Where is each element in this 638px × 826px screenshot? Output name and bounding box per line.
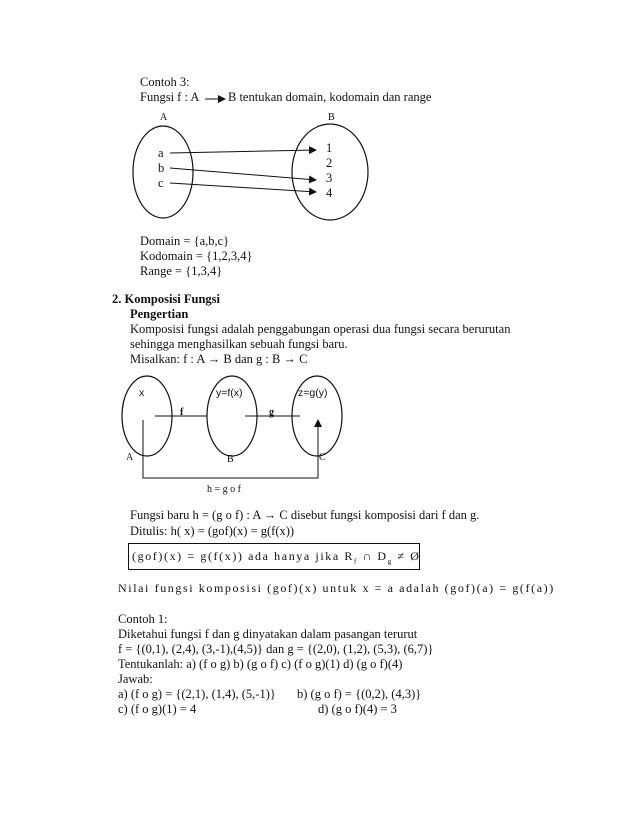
h-arrow <box>143 420 318 478</box>
example1-line: Tentukanlah: a) (f o g) b) (g o f) c) (f o g)(1) d) (g o f)(4) <box>118 657 403 671</box>
b-label: B <box>227 454 234 465</box>
condition-formula: (gof)(x) = g(f(x)) ada hanya jika $R_f$ ∩ $D_g$ ≠ Ø <box>132 549 421 566</box>
answer-d: d) (g o f)(4) = 3 <box>318 702 397 716</box>
example1-line: f = {(0,1), (2,4), (3,-1),(4,5)} dan g = {(2,0), (1,2), (5,3), (6,7)} <box>118 642 434 656</box>
mapping-arrow-b-3 <box>170 168 316 180</box>
answer-b: b) (g o f) = {(0,2), (4,3)} <box>297 687 422 701</box>
g-label: g <box>269 407 274 418</box>
ditulis-line: Ditulis: h( x) = (gof)(x) = g(f(x)) <box>130 524 295 538</box>
example3-title: Contoh 3: <box>140 75 190 89</box>
set-b-label: B <box>328 112 335 123</box>
set-a-ellipse <box>133 126 193 218</box>
set-b-item: 3 <box>326 171 333 185</box>
section-heading: 2. Komposisi Fungsi <box>112 292 221 306</box>
domain-line: Domain = {a,b,c} <box>140 234 230 248</box>
composition-line: Fungsi baru h = (g o f) : A → C disebut fungsi komposisi dari f dan g. <box>130 508 480 522</box>
set-b-item: 1 <box>326 141 333 155</box>
set-a-label: A <box>160 112 168 123</box>
set-a-item: c <box>158 176 164 190</box>
c-label: C <box>319 452 326 463</box>
section-subheading: Pengertian <box>130 307 189 321</box>
set-b-item: 4 <box>326 186 333 200</box>
mapping-arrow-a-1 <box>170 150 316 153</box>
a-label: A <box>126 452 134 463</box>
h-label: h = g o f <box>207 484 241 495</box>
set-b-item: 2 <box>326 156 333 170</box>
z-label: z=g(y) <box>298 387 328 399</box>
f-label: f <box>180 407 184 418</box>
answer-c: c) (f o g)(1) = 4 <box>118 702 197 716</box>
example3-statement-post: B tentukan domain, kodomain dan range <box>228 90 432 104</box>
jawab-label: Jawab: <box>118 672 153 686</box>
answer-a: a) (f o g) = {(2,1), (1,4), (5,-1)} <box>118 687 276 701</box>
range-line: Range = {1,3,4} <box>140 264 223 278</box>
example1-line: Diketahui fungsi f dan g dinyatakan dalam pasangan terurut <box>118 627 418 641</box>
kodomain-line: Kodomain = {1,2,3,4} <box>140 249 253 263</box>
definition-line: Komposisi fungsi adalah penggabungan operasi dua fungsi secara berurutan <box>130 322 511 336</box>
y-label: y=f(x) <box>216 387 243 399</box>
example3-statement-pre: Fungsi f : A <box>140 90 200 104</box>
set-a-item: a <box>158 146 164 160</box>
misalkan-line: Misalkan: f : A → B dan g : B → C <box>130 352 308 366</box>
set-b-ellipse <box>292 124 368 220</box>
nilai-line: Nilai fungsi komposisi (gof)(x) untuk x = a adalah (gof)(a) = g(f(a)) <box>118 581 555 595</box>
set-a-item: b <box>158 161 165 175</box>
example1-title: Contoh 1: <box>118 612 168 626</box>
definition-line: sehingga menghasilkan sebuah fungsi baru. <box>130 337 348 351</box>
x-label: x <box>139 387 145 399</box>
